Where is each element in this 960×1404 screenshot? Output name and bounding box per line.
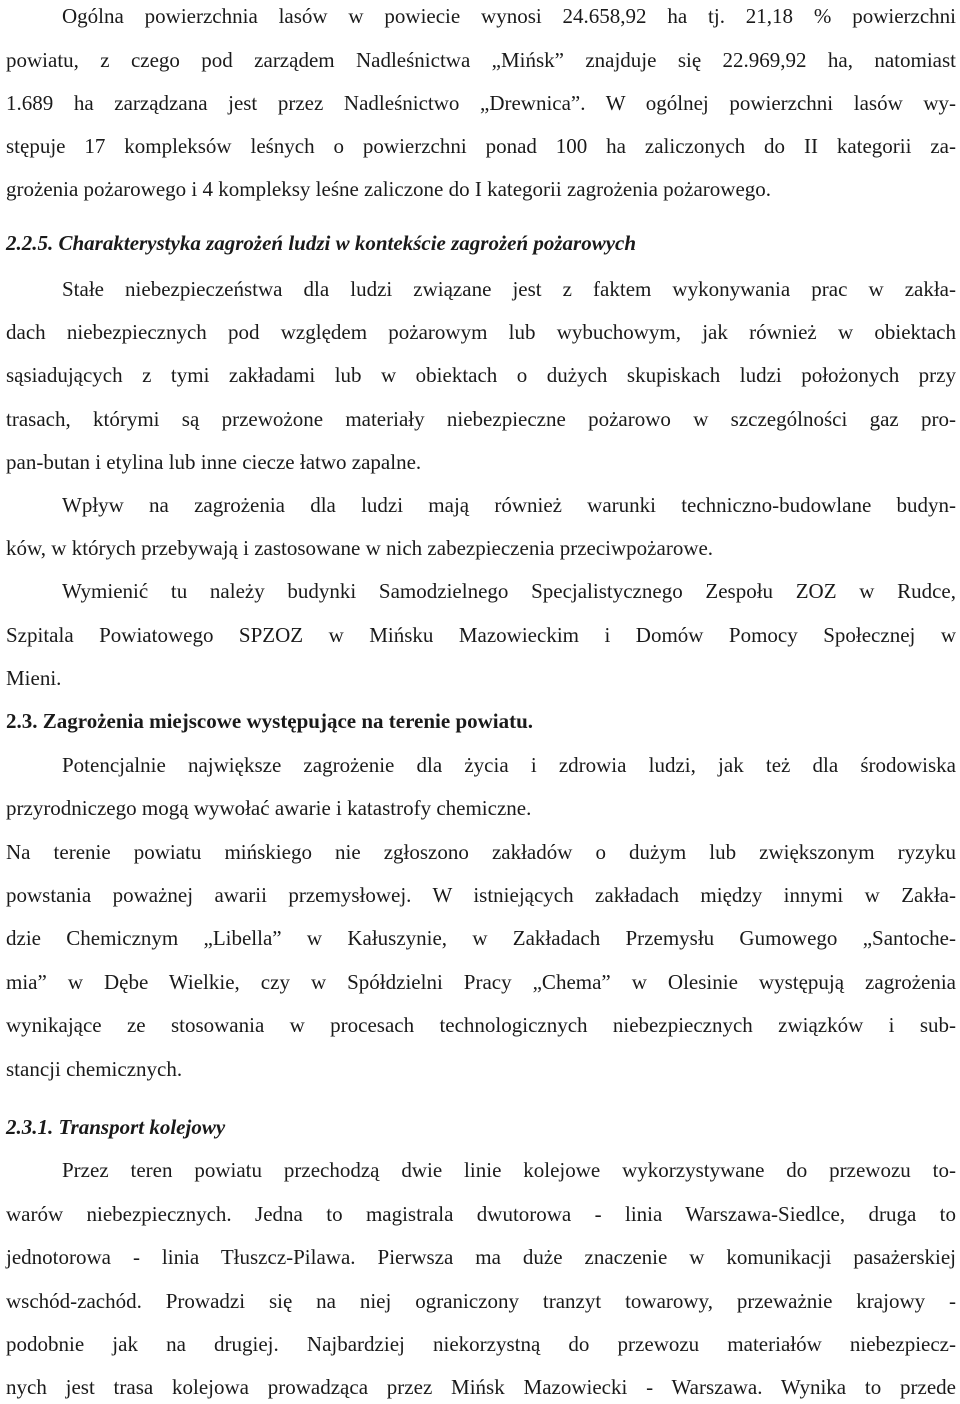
paragraph-line: Na terenie powiatu mińskiego nie zgłoszono zakładów o dużym lub zwiększonym ryzyku — [6, 840, 956, 864]
paragraph-line: stancji chemicznych. — [6, 1057, 183, 1081]
paragraph-line: Przez teren powiatu przechodzą dwie linie kolejowe wykorzystywane do przewozu to- — [62, 1158, 956, 1182]
paragraph-line: dzie Chemicznym „Libella” w Kałuszynie, w Zakładach Przemysłu Gumowego „Santoche- — [6, 926, 956, 950]
paragraph-line: powiatu, z czego pod zarządem Nadleśnictwa „Mińsk” znajduje się 22.969,92 ha, natomiast — [6, 48, 956, 72]
paragraph-line: wschód-zachód. Prowadzi się na niej ograniczony tranzyt towarowy, przeważnie krajowy - — [6, 1289, 956, 1313]
paragraph-line: Mieni. — [6, 666, 62, 690]
paragraph-line: jednotorowa - linia Tłuszcz-Pilawa. Pierwsza ma duże znaczenie w komunikacji pasażerskiej — [6, 1245, 956, 1269]
paragraph-line: grożenia pożarowego i 4 kompleksy leśne zaliczone do I kategorii zagrożenia pożarowego. — [6, 177, 772, 201]
paragraph-line: pan-butan i etylina lub inne ciecze łatwo zapalne. — [6, 450, 422, 474]
paragraph-line: stępuje 17 kompleksów leśnych o powierzchni ponad 100 ha zaliczonych do II kategorii za- — [6, 134, 956, 158]
paragraph-line: Szpitala Powiatowego SPZOZ w Mińsku Mazowieckim i Domów Pomocy Społecznej w — [6, 623, 956, 647]
paragraph-line: wynikające ze stosowania w procesach technologicznych niebezpiecznych związków i sub- — [6, 1013, 956, 1037]
paragraph-line: Wymienić tu należy budynki Samodzielnego Specjalistycznego Zespołu ZOZ w Rudce, — [62, 579, 956, 603]
paragraph-line: powstania poważnej awarii przemysłowej. W istniejących zakładach między innymi w Zakła- — [6, 883, 956, 907]
paragraph-line: sąsiadujących z tymi zakładami lub w obiektach o dużych skupiskach ludzi położonych przy — [6, 363, 956, 387]
paragraph-line: Wpływ na zagrożenia dla ludzi mają również warunki techniczno-budowlane budyn- — [62, 493, 956, 517]
section-heading: 2.3.1. Transport kolejowy — [6, 1115, 226, 1139]
section-heading: 2.2.5. Charakterystyka zagrożeń ludzi w kontekście zagrożeń pożarowych — [6, 231, 637, 255]
paragraph-line: podobnie jak na drugiej. Najbardziej niekorzystną do przewozu materiałów niebezpiecz- — [6, 1332, 956, 1356]
paragraph-line: trasach, którymi są przewożone materiały niebezpieczne pożarowo w szczególności gaz pro- — [6, 407, 956, 431]
paragraph-line: warów niebezpiecznych. Jedna to magistrala dwutorowa - linia Warszawa-Siedlce, druga to — [6, 1202, 956, 1226]
paragraph-line: Potencjalnie największe zagrożenie dla życia i zdrowia ludzi, jak też dla środowiska — [62, 753, 956, 777]
paragraph-line: nych jest trasa kolejowa prowadząca przez Mińsk Mazowiecki - Warszawa. Wynika to przede — [6, 1375, 956, 1399]
section-heading: 2.3. Zagrożenia miejscowe występujące na terenie powiatu. — [6, 709, 534, 733]
paragraph-line: Stałe niebezpieczeństwa dla ludzi związane jest z faktem wykonywania prac w zakła- — [62, 277, 956, 301]
paragraph-line: mia” w Dębe Wielkie, czy w Spółdzielni Pracy „Chema” w Olesinie występują zagrożenia — [6, 970, 956, 994]
paragraph-line: Ogólna powierzchnia lasów w powiecie wynosi 24.658,92 ha tj. 21,18 % powierzchni — [62, 4, 956, 28]
paragraph-line: ków, w których przebywają i zastosowane w nich zabezpieczenia przeciwpożarowe. — [6, 536, 714, 560]
paragraph-line: dach niebezpiecznych pod względem pożarowym lub wybuchowym, jak również w obiektach — [6, 320, 956, 344]
paragraph-line: przyrodniczego mogą wywołać awarie i katastrofy chemiczne. — [6, 796, 532, 820]
paragraph-line: 1.689 ha zarządzana jest przez Nadleśnictwo „Drewnica”. W ogólnej powierzchni lasów wy- — [6, 91, 956, 115]
